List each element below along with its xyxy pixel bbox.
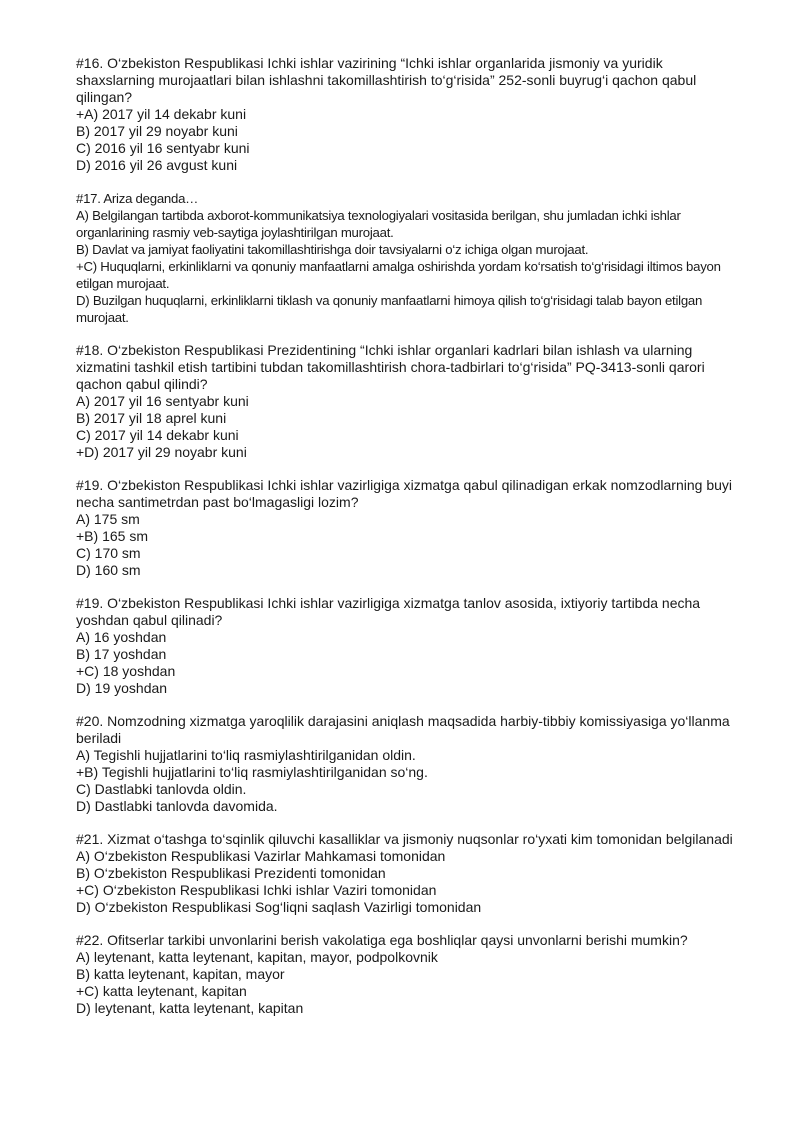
answer-option: B) 2017 yil 18 aprel kuni [76, 410, 227, 426]
answer-option: +B) Tegishli hujjatlarini to‘liq rasmiylashtirilganidan so‘ng. [76, 764, 428, 780]
answer-option: A) leytenant, katta leytenant, kapitan, mayor, podpolkovnik [76, 949, 438, 965]
answer-option: +C) O‘zbekiston Respublikasi Ichki ishlar Vaziri tomonidan [76, 882, 437, 898]
answer-option: +C) Huquqlarni, erkinliklarni va qonuniy manfaatlarni amalga oshirishda yordam ko‘rsatish to‘g‘risidagi iltimos bayon etilgan murojaat. [76, 259, 721, 291]
answer-option: C) Dastlabki tanlovda oldin. [76, 781, 247, 797]
answer-option: D) 160 sm [76, 562, 141, 578]
answer-option: A) Tegishli hujjatlarini to‘liq rasmiylashtirilganidan oldin. [76, 747, 416, 763]
answer-option: D) O‘zbekiston Respublikasi Sog‘liqni saqlash Vazirligi tomonidan [76, 899, 482, 915]
answer-list [76, 629, 744, 697]
answer-option: D) 19 yoshdan [76, 680, 168, 696]
answer-option: A) Belgilangan tartibda axborot-kommunikatsiya texnologiyalari vositasida berilgan, shu jumladan ichki ishlar organlarining rasmiy veb-saytiga joylashtirilgan murojaat. [76, 208, 681, 240]
answer-list [76, 747, 744, 815]
answer-option: A) 2017 yil 16 sentyabr kuni [76, 393, 249, 409]
question-20 [76, 713, 744, 815]
question-19a [76, 477, 744, 579]
answer-option: B) Davlat va jamiyat faoliyatini takomillashtirishga doir tavsiyalarni o‘z ichiga olgan murojaat. [76, 242, 589, 257]
answer-list [76, 511, 744, 579]
question-text: #21. Xizmat o‘tashga to‘sqinlik qiluvchi kasalliklar va jismoniy nuqsonlar ro‘yxati kim tomonidan belgilanadi [76, 831, 733, 847]
question-text: #17. Ariza deganda… [76, 191, 199, 206]
answer-option: C) 170 sm [76, 545, 141, 561]
answer-option: +C) katta leytenant, kapitan [76, 983, 247, 999]
answer-option: +A) 2017 yil 14 dekabr kuni [76, 106, 247, 122]
question-text: #22. Ofitserlar tarkibi unvonlarini berish vakolatiga ega boshliqlar qaysi unvonlarni berishi mumkin? [76, 932, 688, 948]
answer-option: C) 2017 yil 14 dekabr kuni [76, 427, 239, 443]
answer-option: D) 2016 yil 26 avgust kuni [76, 157, 238, 173]
answer-list [76, 848, 744, 916]
answer-list [76, 106, 744, 174]
question-21 [76, 831, 744, 916]
answer-option: A) 175 sm [76, 511, 140, 527]
answer-option: +B) 165 sm [76, 528, 148, 544]
question-text: #20. Nomzodning xizmatga yaroqlilik darajasini aniqlash maqsadida harbiy-tibbiy komissiyasiga yo‘llanma beriladi [76, 713, 730, 746]
question-22 [76, 932, 744, 1017]
question-text: #16. O‘zbekiston Respublikasi Ichki ishlar vazirining “Ichki ishlar organlarida jismoniy va yuridik shaxslarning murojaatlari bilan ishlashni takomillashtirish to‘g‘risida” 252-sonli buyrug‘i qachon qabul qilingan? [76, 55, 697, 105]
answer-option: B) 2017 yil 29 noyabr kuni [76, 123, 238, 139]
answer-option: +C) 18 yoshdan [76, 663, 176, 679]
answer-option: D) Dastlabki tanlovda davomida. [76, 798, 278, 814]
answer-option: B) 17 yoshdan [76, 646, 167, 662]
question-17 [76, 190, 744, 326]
answer-option: +D) 2017 yil 29 noyabr kuni [76, 444, 247, 460]
answer-option: A) O‘zbekiston Respublikasi Vazirlar Mahkamasi tomonidan [76, 848, 446, 864]
answer-list [76, 207, 744, 326]
question-text: #18. O‘zbekiston Respublikasi Prezidentining “Ichki ishlar organlari kadrlari bilan ishlash va ularning xizmatini tashkil etish tartibini tubdan takomillashtirish chora-tadbirlari to‘g‘risida” PQ-3413-sonli qarori qachon qabul qilindi? [76, 342, 705, 392]
question-18 [76, 342, 744, 461]
question-19b [76, 595, 744, 697]
answer-list [76, 949, 744, 1017]
answer-list [76, 393, 744, 461]
answer-option: D) leytenant, katta leytenant, kapitan [76, 1000, 304, 1016]
answer-option: A) 16 yoshdan [76, 629, 167, 645]
question-16 [76, 55, 744, 174]
answer-option: D) Buzilgan huquqlarni, erkinliklarni tiklash va qonuniy manfaatlarni himoya qilish to‘g‘risidagi talab bayon etilgan murojaat. [76, 293, 703, 325]
question-text: #19. O‘zbekiston Respublikasi Ichki ishlar vazirligiga xizmatga tanlov asosida, ixtiyoriy tartibda necha yoshdan qabul qilinadi? [76, 595, 701, 628]
answer-option: C) 2016 yil 16 sentyabr kuni [76, 140, 250, 156]
answer-option: B) O‘zbekiston Respublikasi Prezidenti tomonidan [76, 865, 386, 881]
question-text: #19. O‘zbekiston Respublikasi Ichki ishlar vazirligiga xizmatga qabul qilinadigan erkak nomzodlarning buyi necha santimetrdan past bo‘lmagasligi lozim? [76, 477, 733, 510]
answer-option: B) katta leytenant, kapitan, mayor [76, 966, 285, 982]
